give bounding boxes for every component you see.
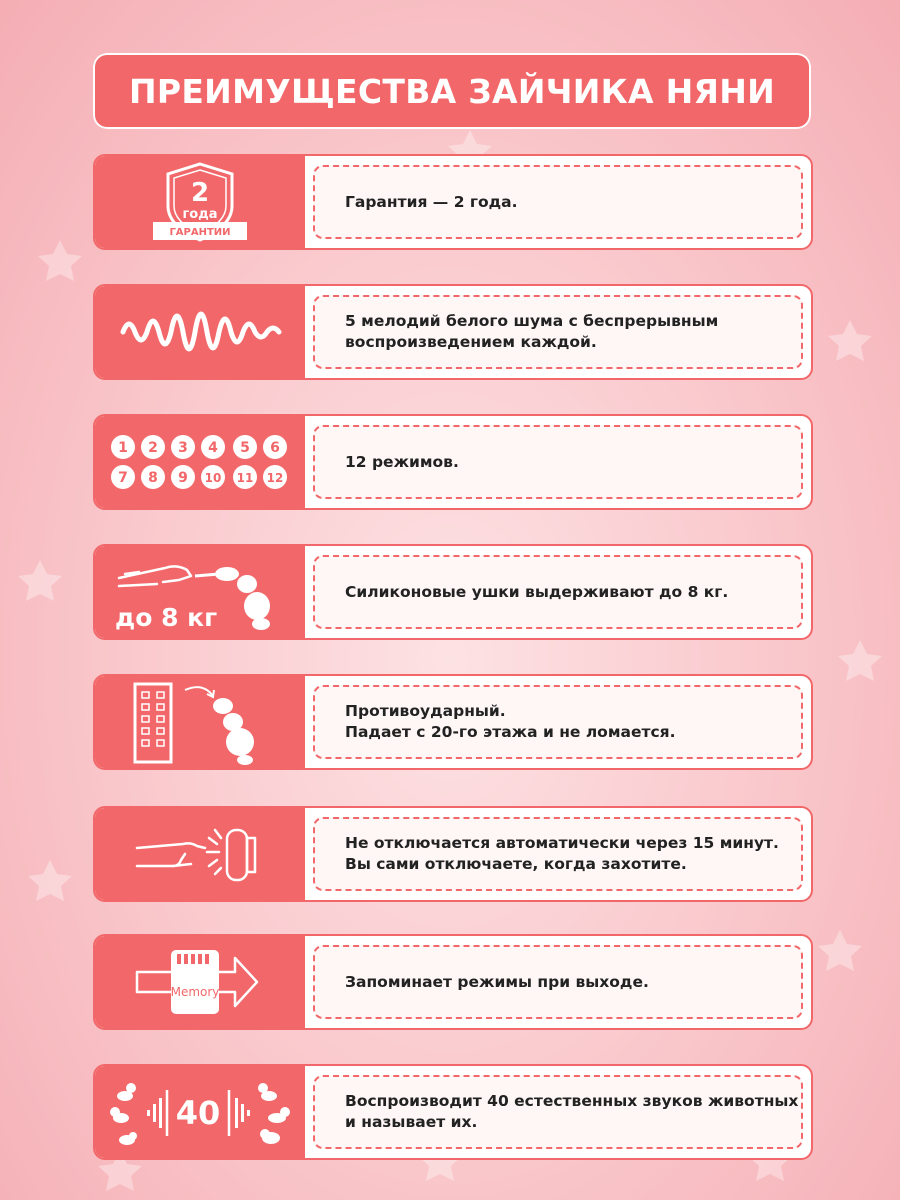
hand-press-button-icon xyxy=(95,808,305,900)
weight-label: до 8 кг xyxy=(115,603,218,632)
mode-number: 8 xyxy=(148,470,158,486)
feature-row-white-noise xyxy=(93,284,813,380)
memory-label: Memory xyxy=(170,985,220,999)
building-drop-icon xyxy=(95,676,305,768)
warranty-shield-icon xyxy=(95,156,305,248)
feature-text: Гарантия — 2 года. xyxy=(345,192,518,211)
mode-number: 11 xyxy=(236,471,254,485)
warranty-caption: ГАРАНТИИ xyxy=(169,227,231,238)
feature-row-warranty xyxy=(93,154,813,250)
sound-wave-icon xyxy=(95,286,305,378)
feature-text-box xyxy=(313,555,803,629)
feature-text: Запоминает режимы при выходе. xyxy=(345,972,649,991)
mode-number: 1 xyxy=(118,440,128,456)
mode-number: 9 xyxy=(178,470,188,486)
feature-text-box xyxy=(313,425,803,499)
animal-sounds-count: 40 xyxy=(175,1094,221,1132)
page-header xyxy=(93,53,811,129)
feature-text-box xyxy=(313,817,803,891)
feature-text: Воспроизводит 40 естественных звуков животных и называет их. xyxy=(345,1092,799,1131)
feature-text-box xyxy=(313,165,803,239)
mode-number: 12 xyxy=(266,471,284,485)
mode-number: 7 xyxy=(118,470,128,486)
feature-text-box xyxy=(313,945,803,1019)
feature-row-ears xyxy=(93,544,813,640)
mode-number: 6 xyxy=(270,440,280,456)
mode-number: 3 xyxy=(178,440,188,456)
feature-row-modes xyxy=(93,414,813,510)
feature-text-box xyxy=(313,685,803,759)
feature-text: Противоударный. Падает с 20-го этажа и не ломается. xyxy=(345,702,676,741)
mode-number: 2 xyxy=(148,440,158,456)
feature-row-shockproof xyxy=(93,674,813,770)
feature-text: 12 режимов. xyxy=(345,452,459,471)
memory-card-arrow-icon xyxy=(95,936,305,1028)
mode-number: 5 xyxy=(240,440,250,456)
page-title: ПРЕИМУЩЕСТВА ЗАЙЧИКА НЯНИ xyxy=(128,71,776,111)
feature-text: 5 мелодий белого шума с беспрерывным воспроизведением каждой. xyxy=(345,312,719,351)
mode-number: 10 xyxy=(204,471,222,485)
feature-text-box xyxy=(313,1075,803,1149)
mode-number: 4 xyxy=(208,440,218,456)
feature-text: Силиконовые ушки выдерживают до 8 кг. xyxy=(345,582,729,601)
warranty-number: 2 xyxy=(190,178,210,208)
warranty-unit: года xyxy=(182,207,218,222)
animal-sounds-icon xyxy=(95,1066,305,1158)
feature-row-no-auto-off xyxy=(93,806,813,902)
feature-row-memory xyxy=(93,934,813,1030)
numbered-modes-icon xyxy=(95,416,305,508)
feature-text-box xyxy=(313,295,803,369)
feature-row-animal-sounds xyxy=(93,1064,813,1160)
feature-text: Не отключается автоматически через 15 минут. Вы сами отключаете, когда захотите. xyxy=(345,834,779,873)
hand-pulling-ears-icon xyxy=(95,546,305,638)
